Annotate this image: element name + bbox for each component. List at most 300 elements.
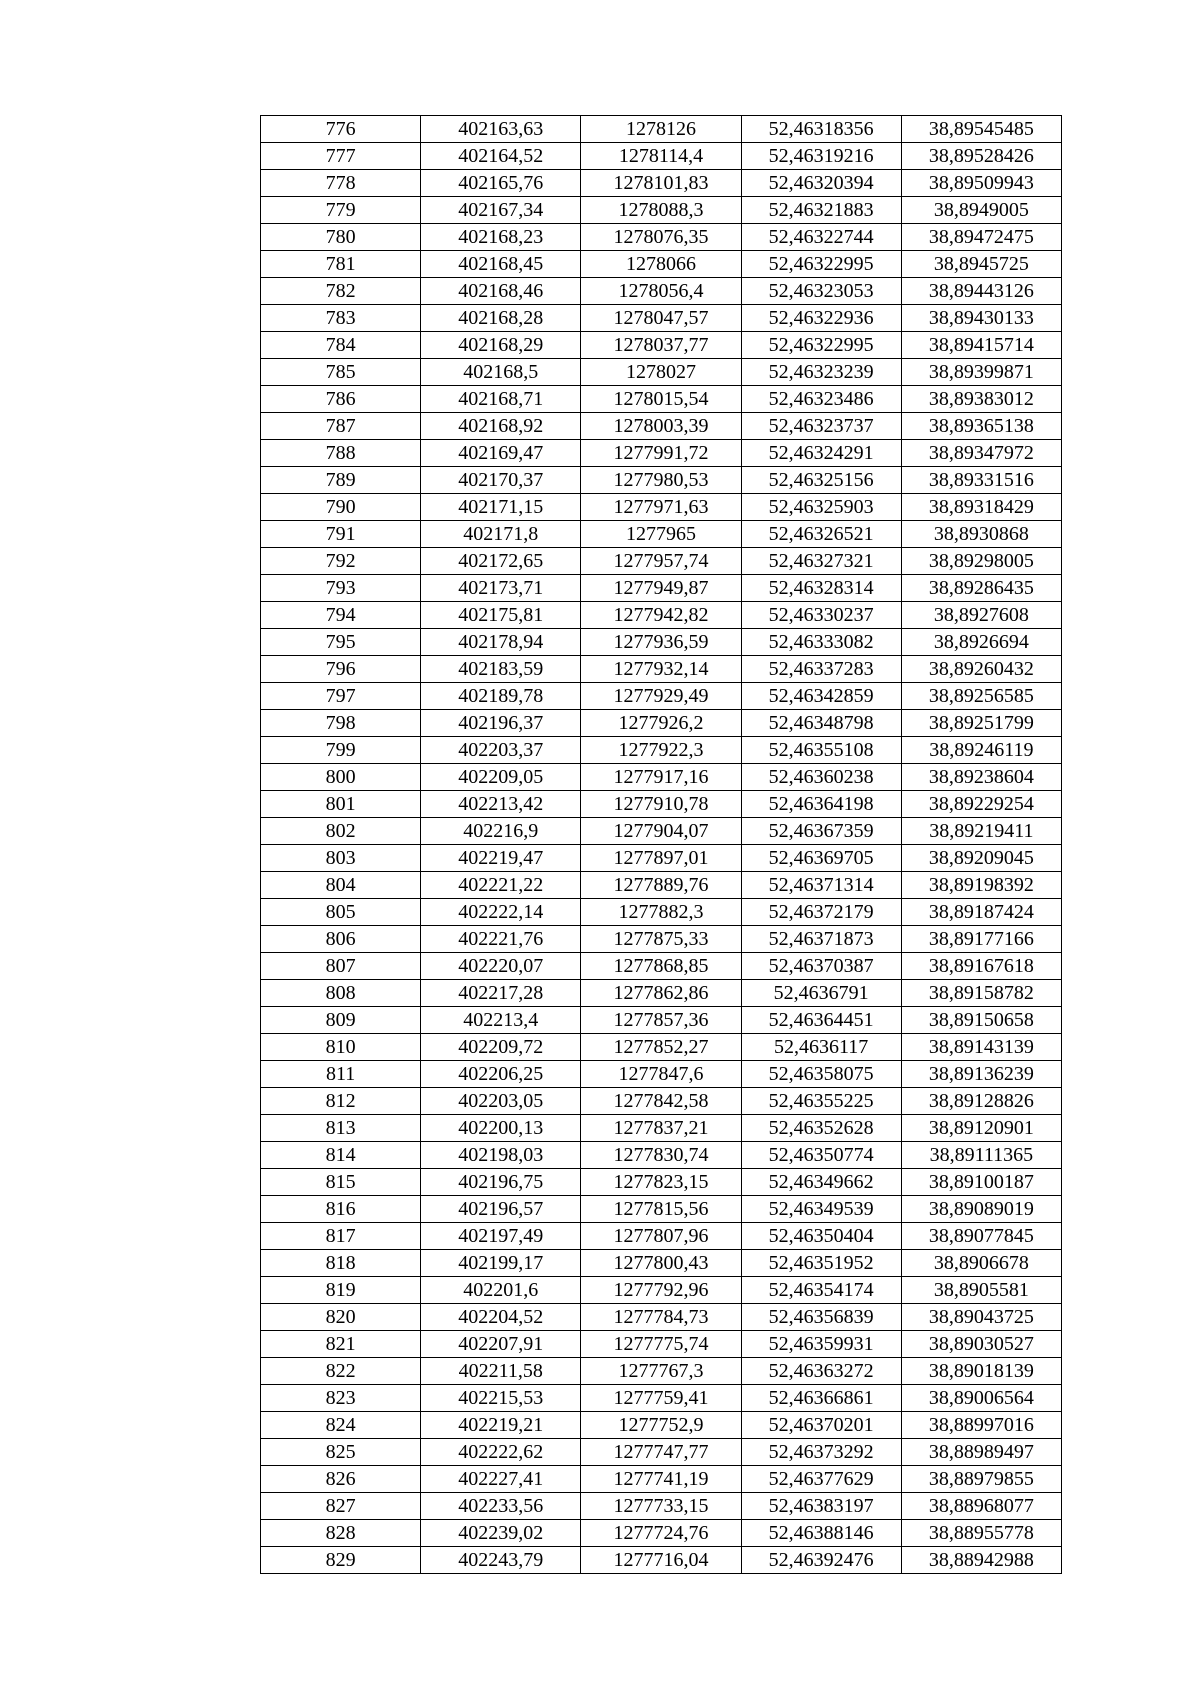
latitude-cell: 52,46351952 [741, 1250, 901, 1277]
table-row [261, 548, 1062, 575]
latitude-cell: 52,46322995 [741, 332, 901, 359]
longitude-cell: 38,89298005 [901, 548, 1061, 575]
table-row [261, 953, 1062, 980]
point-number-cell: 825 [261, 1439, 421, 1466]
point-number-cell: 797 [261, 683, 421, 710]
latitude-cell: 52,46337283 [741, 656, 901, 683]
y-coordinate-cell: 1277980,53 [581, 467, 741, 494]
y-coordinate-cell: 1277847,6 [581, 1061, 741, 1088]
point-number-cell: 785 [261, 359, 421, 386]
y-coordinate-cell: 1278047,57 [581, 305, 741, 332]
x-coordinate-cell: 402206,25 [421, 1061, 581, 1088]
point-number-cell: 802 [261, 818, 421, 845]
latitude-cell: 52,46388146 [741, 1520, 901, 1547]
point-number-cell: 788 [261, 440, 421, 467]
table-row [261, 224, 1062, 251]
y-coordinate-cell: 1277857,36 [581, 1007, 741, 1034]
table-row [261, 1385, 1062, 1412]
longitude-cell: 38,89120901 [901, 1115, 1061, 1142]
latitude-cell: 52,46371873 [741, 926, 901, 953]
table-row [261, 1061, 1062, 1088]
point-number-cell: 809 [261, 1007, 421, 1034]
x-coordinate-cell: 402168,23 [421, 224, 581, 251]
y-coordinate-cell: 1278126 [581, 116, 741, 143]
y-coordinate-cell: 1277747,77 [581, 1439, 741, 1466]
x-coordinate-cell: 402200,13 [421, 1115, 581, 1142]
table-row [261, 872, 1062, 899]
longitude-cell: 38,89399871 [901, 359, 1061, 386]
y-coordinate-cell: 1277949,87 [581, 575, 741, 602]
latitude-cell: 52,46373292 [741, 1439, 901, 1466]
latitude-cell: 52,46320394 [741, 170, 901, 197]
longitude-cell: 38,89443126 [901, 278, 1061, 305]
longitude-cell: 38,88955778 [901, 1520, 1061, 1547]
x-coordinate-cell: 402201,6 [421, 1277, 581, 1304]
longitude-cell: 38,89286435 [901, 575, 1061, 602]
point-number-cell: 817 [261, 1223, 421, 1250]
longitude-cell: 38,88997016 [901, 1412, 1061, 1439]
y-coordinate-cell: 1278101,83 [581, 170, 741, 197]
x-coordinate-cell: 402172,65 [421, 548, 581, 575]
table-row [261, 710, 1062, 737]
x-coordinate-cell: 402211,58 [421, 1358, 581, 1385]
longitude-cell: 38,89187424 [901, 899, 1061, 926]
longitude-cell: 38,89545485 [901, 116, 1061, 143]
point-number-cell: 782 [261, 278, 421, 305]
y-coordinate-cell: 1277852,27 [581, 1034, 741, 1061]
x-coordinate-cell: 402219,47 [421, 845, 581, 872]
y-coordinate-cell: 1278015,54 [581, 386, 741, 413]
y-coordinate-cell: 1278114,4 [581, 143, 741, 170]
table-row [261, 1412, 1062, 1439]
point-number-cell: 820 [261, 1304, 421, 1331]
point-number-cell: 807 [261, 953, 421, 980]
point-number-cell: 815 [261, 1169, 421, 1196]
longitude-cell: 38,89528426 [901, 143, 1061, 170]
x-coordinate-cell: 402243,79 [421, 1547, 581, 1574]
table-row [261, 467, 1062, 494]
longitude-cell: 38,89043725 [901, 1304, 1061, 1331]
table-row [261, 1142, 1062, 1169]
x-coordinate-cell: 402222,14 [421, 899, 581, 926]
table-row [261, 1493, 1062, 1520]
y-coordinate-cell: 1277862,86 [581, 980, 741, 1007]
longitude-cell: 38,89089019 [901, 1196, 1061, 1223]
x-coordinate-cell: 402220,07 [421, 953, 581, 980]
longitude-cell: 38,88968077 [901, 1493, 1061, 1520]
longitude-cell: 38,89365138 [901, 413, 1061, 440]
x-coordinate-cell: 402227,41 [421, 1466, 581, 1493]
point-number-cell: 784 [261, 332, 421, 359]
table-row [261, 1331, 1062, 1358]
longitude-cell: 38,89177166 [901, 926, 1061, 953]
coordinates-table-body [261, 116, 1062, 1574]
longitude-cell: 38,8930868 [901, 521, 1061, 548]
table-row [261, 1277, 1062, 1304]
table-row [261, 278, 1062, 305]
table-row [261, 116, 1062, 143]
point-number-cell: 805 [261, 899, 421, 926]
y-coordinate-cell: 1277910,78 [581, 791, 741, 818]
table-row [261, 251, 1062, 278]
point-number-cell: 813 [261, 1115, 421, 1142]
x-coordinate-cell: 402168,92 [421, 413, 581, 440]
longitude-cell: 38,89143139 [901, 1034, 1061, 1061]
latitude-cell: 52,46356839 [741, 1304, 901, 1331]
longitude-cell: 38,89219411 [901, 818, 1061, 845]
latitude-cell: 52,46377629 [741, 1466, 901, 1493]
x-coordinate-cell: 402197,49 [421, 1223, 581, 1250]
longitude-cell: 38,8906678 [901, 1250, 1061, 1277]
latitude-cell: 52,46372179 [741, 899, 901, 926]
y-coordinate-cell: 1277875,33 [581, 926, 741, 953]
x-coordinate-cell: 402199,17 [421, 1250, 581, 1277]
y-coordinate-cell: 1277716,04 [581, 1547, 741, 1574]
point-number-cell: 812 [261, 1088, 421, 1115]
x-coordinate-cell: 402169,47 [421, 440, 581, 467]
point-number-cell: 786 [261, 386, 421, 413]
longitude-cell: 38,88942988 [901, 1547, 1061, 1574]
longitude-cell: 38,89006564 [901, 1385, 1061, 1412]
point-number-cell: 823 [261, 1385, 421, 1412]
x-coordinate-cell: 402168,5 [421, 359, 581, 386]
longitude-cell: 38,89209045 [901, 845, 1061, 872]
point-number-cell: 803 [261, 845, 421, 872]
latitude-cell: 52,46325903 [741, 494, 901, 521]
y-coordinate-cell: 1277752,9 [581, 1412, 741, 1439]
point-number-cell: 829 [261, 1547, 421, 1574]
x-coordinate-cell: 402196,57 [421, 1196, 581, 1223]
latitude-cell: 52,46358075 [741, 1061, 901, 1088]
table-row [261, 1169, 1062, 1196]
longitude-cell: 38,89167618 [901, 953, 1061, 980]
latitude-cell: 52,46330237 [741, 602, 901, 629]
y-coordinate-cell: 1277929,49 [581, 683, 741, 710]
y-coordinate-cell: 1277823,15 [581, 1169, 741, 1196]
point-number-cell: 794 [261, 602, 421, 629]
longitude-cell: 38,89128826 [901, 1088, 1061, 1115]
x-coordinate-cell: 402221,76 [421, 926, 581, 953]
table-row [261, 1439, 1062, 1466]
latitude-cell: 52,46325156 [741, 467, 901, 494]
y-coordinate-cell: 1277904,07 [581, 818, 741, 845]
latitude-cell: 52,46370387 [741, 953, 901, 980]
latitude-cell: 52,46359931 [741, 1331, 901, 1358]
x-coordinate-cell: 402213,4 [421, 1007, 581, 1034]
point-number-cell: 818 [261, 1250, 421, 1277]
longitude-cell: 38,89331516 [901, 467, 1061, 494]
y-coordinate-cell: 1277837,21 [581, 1115, 741, 1142]
latitude-cell: 52,46333082 [741, 629, 901, 656]
y-coordinate-cell: 1277965 [581, 521, 741, 548]
table-row [261, 1223, 1062, 1250]
y-coordinate-cell: 1277932,14 [581, 656, 741, 683]
latitude-cell: 52,46363272 [741, 1358, 901, 1385]
table-row [261, 629, 1062, 656]
y-coordinate-cell: 1277917,16 [581, 764, 741, 791]
y-coordinate-cell: 1278066 [581, 251, 741, 278]
latitude-cell: 52,46327321 [741, 548, 901, 575]
table-row [261, 899, 1062, 926]
latitude-cell: 52,46354174 [741, 1277, 901, 1304]
x-coordinate-cell: 402168,28 [421, 305, 581, 332]
latitude-cell: 52,46349539 [741, 1196, 901, 1223]
y-coordinate-cell: 1277792,96 [581, 1277, 741, 1304]
latitude-cell: 52,46348798 [741, 710, 901, 737]
table-row [261, 197, 1062, 224]
x-coordinate-cell: 402196,37 [421, 710, 581, 737]
latitude-cell: 52,46324291 [741, 440, 901, 467]
point-number-cell: 780 [261, 224, 421, 251]
x-coordinate-cell: 402168,71 [421, 386, 581, 413]
latitude-cell: 52,4636117 [741, 1034, 901, 1061]
longitude-cell: 38,89472475 [901, 224, 1061, 251]
x-coordinate-cell: 402170,37 [421, 467, 581, 494]
y-coordinate-cell: 1277767,3 [581, 1358, 741, 1385]
table-row [261, 521, 1062, 548]
table-row [261, 332, 1062, 359]
y-coordinate-cell: 1277775,74 [581, 1331, 741, 1358]
y-coordinate-cell: 1277842,58 [581, 1088, 741, 1115]
latitude-cell: 52,46323239 [741, 359, 901, 386]
x-coordinate-cell: 402233,56 [421, 1493, 581, 1520]
x-coordinate-cell: 402178,94 [421, 629, 581, 656]
table-row [261, 1547, 1062, 1574]
x-coordinate-cell: 402175,81 [421, 602, 581, 629]
latitude-cell: 52,46323737 [741, 413, 901, 440]
x-coordinate-cell: 402215,53 [421, 1385, 581, 1412]
y-coordinate-cell: 1277889,76 [581, 872, 741, 899]
point-number-cell: 776 [261, 116, 421, 143]
latitude-cell: 52,46350774 [741, 1142, 901, 1169]
x-coordinate-cell: 402213,42 [421, 791, 581, 818]
point-number-cell: 822 [261, 1358, 421, 1385]
y-coordinate-cell: 1277991,72 [581, 440, 741, 467]
table-row [261, 305, 1062, 332]
x-coordinate-cell: 402164,52 [421, 143, 581, 170]
longitude-cell: 38,89509943 [901, 170, 1061, 197]
table-row [261, 359, 1062, 386]
latitude-cell: 52,46350404 [741, 1223, 901, 1250]
longitude-cell: 38,88979855 [901, 1466, 1061, 1493]
table-row [261, 764, 1062, 791]
x-coordinate-cell: 402209,72 [421, 1034, 581, 1061]
x-coordinate-cell: 402189,78 [421, 683, 581, 710]
latitude-cell: 52,46370201 [741, 1412, 901, 1439]
point-number-cell: 800 [261, 764, 421, 791]
point-number-cell: 795 [261, 629, 421, 656]
y-coordinate-cell: 1277922,3 [581, 737, 741, 764]
latitude-cell: 52,46371314 [741, 872, 901, 899]
point-number-cell: 814 [261, 1142, 421, 1169]
longitude-cell: 38,89111365 [901, 1142, 1061, 1169]
longitude-cell: 38,89030527 [901, 1331, 1061, 1358]
point-number-cell: 789 [261, 467, 421, 494]
point-number-cell: 798 [261, 710, 421, 737]
longitude-cell: 38,8949005 [901, 197, 1061, 224]
longitude-cell: 38,89018139 [901, 1358, 1061, 1385]
longitude-cell: 38,89246119 [901, 737, 1061, 764]
point-number-cell: 801 [261, 791, 421, 818]
point-number-cell: 778 [261, 170, 421, 197]
table-row [261, 440, 1062, 467]
point-number-cell: 787 [261, 413, 421, 440]
y-coordinate-cell: 1278027 [581, 359, 741, 386]
x-coordinate-cell: 402207,91 [421, 1331, 581, 1358]
table-row [261, 413, 1062, 440]
longitude-cell: 38,8905581 [901, 1277, 1061, 1304]
table-row [261, 575, 1062, 602]
coordinates-table [260, 115, 1062, 1574]
longitude-cell: 38,89150658 [901, 1007, 1061, 1034]
point-number-cell: 806 [261, 926, 421, 953]
table-row [261, 1520, 1062, 1547]
point-number-cell: 808 [261, 980, 421, 1007]
latitude-cell: 52,46318356 [741, 116, 901, 143]
latitude-cell: 52,46323053 [741, 278, 901, 305]
x-coordinate-cell: 402183,59 [421, 656, 581, 683]
y-coordinate-cell: 1277807,96 [581, 1223, 741, 1250]
longitude-cell: 38,89415714 [901, 332, 1061, 359]
table-row [261, 1088, 1062, 1115]
table-row [261, 845, 1062, 872]
y-coordinate-cell: 1277830,74 [581, 1142, 741, 1169]
point-number-cell: 804 [261, 872, 421, 899]
table-row [261, 926, 1062, 953]
longitude-cell: 38,89318429 [901, 494, 1061, 521]
y-coordinate-cell: 1277926,2 [581, 710, 741, 737]
longitude-cell: 38,89260432 [901, 656, 1061, 683]
x-coordinate-cell: 402222,62 [421, 1439, 581, 1466]
point-number-cell: 783 [261, 305, 421, 332]
point-number-cell: 816 [261, 1196, 421, 1223]
point-number-cell: 793 [261, 575, 421, 602]
y-coordinate-cell: 1277957,74 [581, 548, 741, 575]
x-coordinate-cell: 402173,71 [421, 575, 581, 602]
point-number-cell: 791 [261, 521, 421, 548]
longitude-cell: 38,8945725 [901, 251, 1061, 278]
latitude-cell: 52,46366861 [741, 1385, 901, 1412]
table-row [261, 683, 1062, 710]
point-number-cell: 799 [261, 737, 421, 764]
y-coordinate-cell: 1278056,4 [581, 278, 741, 305]
table-row [261, 737, 1062, 764]
x-coordinate-cell: 402163,63 [421, 116, 581, 143]
table-row [261, 1007, 1062, 1034]
longitude-cell: 38,88989497 [901, 1439, 1061, 1466]
longitude-cell: 38,89100187 [901, 1169, 1061, 1196]
y-coordinate-cell: 1278003,39 [581, 413, 741, 440]
y-coordinate-cell: 1277759,41 [581, 1385, 741, 1412]
table-row [261, 791, 1062, 818]
table-row [261, 1358, 1062, 1385]
y-coordinate-cell: 1277868,85 [581, 953, 741, 980]
point-number-cell: 792 [261, 548, 421, 575]
table-row [261, 818, 1062, 845]
longitude-cell: 38,89229254 [901, 791, 1061, 818]
x-coordinate-cell: 402216,9 [421, 818, 581, 845]
y-coordinate-cell: 1277733,15 [581, 1493, 741, 1520]
y-coordinate-cell: 1277724,76 [581, 1520, 741, 1547]
point-number-cell: 811 [261, 1061, 421, 1088]
latitude-cell: 52,46322744 [741, 224, 901, 251]
y-coordinate-cell: 1277971,63 [581, 494, 741, 521]
longitude-cell: 38,89383012 [901, 386, 1061, 413]
latitude-cell: 52,46369705 [741, 845, 901, 872]
x-coordinate-cell: 402209,05 [421, 764, 581, 791]
longitude-cell: 38,89251799 [901, 710, 1061, 737]
latitude-cell: 52,46364451 [741, 1007, 901, 1034]
latitude-cell: 52,4636791 [741, 980, 901, 1007]
point-number-cell: 826 [261, 1466, 421, 1493]
y-coordinate-cell: 1277882,3 [581, 899, 741, 926]
longitude-cell: 38,89198392 [901, 872, 1061, 899]
table-row [261, 980, 1062, 1007]
latitude-cell: 52,46355225 [741, 1088, 901, 1115]
longitude-cell: 38,89136239 [901, 1061, 1061, 1088]
y-coordinate-cell: 1277936,59 [581, 629, 741, 656]
latitude-cell: 52,46367359 [741, 818, 901, 845]
x-coordinate-cell: 402168,29 [421, 332, 581, 359]
latitude-cell: 52,46321883 [741, 197, 901, 224]
longitude-cell: 38,89158782 [901, 980, 1061, 1007]
table-row [261, 656, 1062, 683]
point-number-cell: 827 [261, 1493, 421, 1520]
table-row [261, 1196, 1062, 1223]
latitude-cell: 52,46319216 [741, 143, 901, 170]
x-coordinate-cell: 402203,05 [421, 1088, 581, 1115]
point-number-cell: 781 [261, 251, 421, 278]
latitude-cell: 52,46323486 [741, 386, 901, 413]
x-coordinate-cell: 402239,02 [421, 1520, 581, 1547]
latitude-cell: 52,46322995 [741, 251, 901, 278]
latitude-cell: 52,46355108 [741, 737, 901, 764]
y-coordinate-cell: 1278088,3 [581, 197, 741, 224]
latitude-cell: 52,46322936 [741, 305, 901, 332]
table-row [261, 1250, 1062, 1277]
x-coordinate-cell: 402171,8 [421, 521, 581, 548]
latitude-cell: 52,46326521 [741, 521, 901, 548]
longitude-cell: 38,8927608 [901, 602, 1061, 629]
latitude-cell: 52,46342859 [741, 683, 901, 710]
y-coordinate-cell: 1277784,73 [581, 1304, 741, 1331]
point-number-cell: 779 [261, 197, 421, 224]
x-coordinate-cell: 402204,52 [421, 1304, 581, 1331]
y-coordinate-cell: 1277815,56 [581, 1196, 741, 1223]
x-coordinate-cell: 402219,21 [421, 1412, 581, 1439]
x-coordinate-cell: 402198,03 [421, 1142, 581, 1169]
latitude-cell: 52,46383197 [741, 1493, 901, 1520]
x-coordinate-cell: 402165,76 [421, 170, 581, 197]
latitude-cell: 52,46392476 [741, 1547, 901, 1574]
table-row [261, 1034, 1062, 1061]
longitude-cell: 38,89430133 [901, 305, 1061, 332]
table-row [261, 143, 1062, 170]
x-coordinate-cell: 402217,28 [421, 980, 581, 1007]
point-number-cell: 796 [261, 656, 421, 683]
table-row [261, 1115, 1062, 1142]
table-row [261, 494, 1062, 521]
point-number-cell: 821 [261, 1331, 421, 1358]
longitude-cell: 38,89077845 [901, 1223, 1061, 1250]
table-row [261, 1466, 1062, 1493]
table-row [261, 602, 1062, 629]
point-number-cell: 824 [261, 1412, 421, 1439]
longitude-cell: 38,89347972 [901, 440, 1061, 467]
x-coordinate-cell: 402167,34 [421, 197, 581, 224]
latitude-cell: 52,46328314 [741, 575, 901, 602]
point-number-cell: 790 [261, 494, 421, 521]
